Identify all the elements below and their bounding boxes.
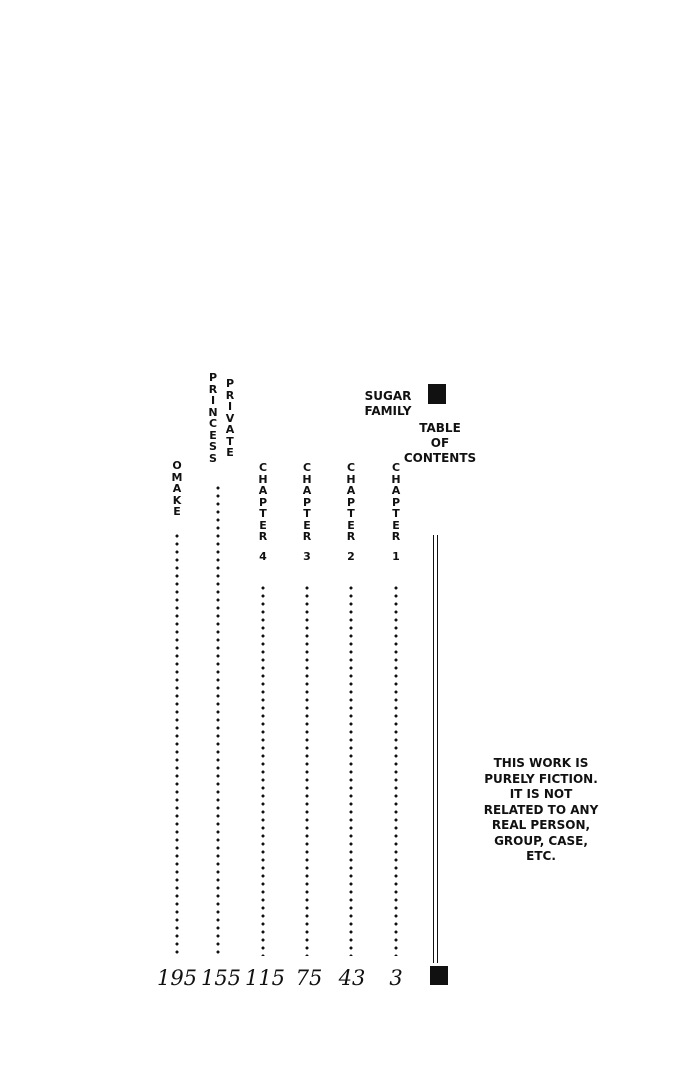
entry-private-princess-page: 155 — [200, 966, 242, 990]
series-title-line1: SUGAR — [364, 389, 412, 403]
entry-chapter-4-title: C H A P T E R 4 — [258, 461, 268, 563]
toc-heading — [398, 421, 482, 466]
entry-omake-leader — [175, 532, 179, 956]
entry-private-princess-leader — [216, 484, 220, 956]
entry-private-princess-title-line1: P R I V A T E — [225, 377, 235, 459]
entry-omake-title: O M A K E — [171, 459, 183, 518]
toc-heading-line3: CONTENTS — [403, 451, 477, 465]
disclaimer-line5: REAL PERSON, — [491, 818, 591, 832]
disclaimer-line1: THIS WORK IS — [493, 756, 589, 770]
entry-chapter-4-leader — [261, 584, 265, 956]
series-title-line2: FAMILY — [364, 404, 412, 418]
entry-chapter-1-page: 3 — [389, 966, 403, 990]
disclaimer-line2: PURELY FICTION. — [484, 771, 598, 786]
entry-private-princess-title-line2: P R I N C E S S — [208, 371, 218, 465]
fiction-disclaimer — [466, 756, 616, 865]
entry-chapter-1-title: C H A P T E R 1 — [391, 461, 401, 563]
entry-omake-page: 195 — [156, 966, 198, 990]
entry-chapter-3-page: 75 — [295, 966, 323, 990]
entry-chapter-1-leader — [394, 584, 398, 956]
entry-chapter-3-leader — [305, 584, 309, 956]
entry-chapter-2-title: C H A P T E R 2 — [346, 461, 356, 563]
disclaimer-line4: RELATED TO ANY — [483, 802, 599, 817]
top-marker-square — [428, 384, 446, 404]
disclaimer-line6: GROUP, CASE, — [494, 833, 588, 848]
entry-chapter-4-page: 115 — [244, 966, 286, 990]
vertical-double-rule — [433, 535, 438, 963]
disclaimer-line3: IT IS NOT — [509, 787, 573, 801]
bottom-marker-square — [430, 966, 448, 985]
toc-heading-line2: OF — [430, 436, 450, 450]
series-title — [356, 389, 420, 419]
toc-heading-line1: TABLE — [419, 421, 461, 435]
entry-chapter-2-page: 43 — [338, 966, 366, 990]
disclaimer-line7: ETC. — [526, 849, 556, 863]
entry-chapter-2-leader — [349, 584, 353, 956]
entry-chapter-3-title: C H A P T E R 3 — [302, 461, 312, 563]
